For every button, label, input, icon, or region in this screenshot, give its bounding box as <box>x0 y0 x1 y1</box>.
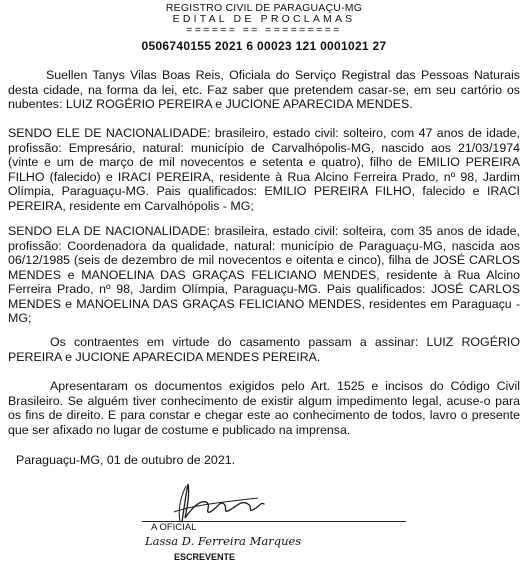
bride-paragraph: SENDO ELA DE NACIONALIDADE: brasileira, estado civil: solteira, com 35 anos de idade, profissão: Coordenadora da qualidade, natural: município de Paraguaçu-MG, nascida aos 06/12/1985 (seis de dezembro de mil novecentos e oitenta e cinco), filha de JOSÉ CARLOS MENDES e MANOELINA DAS GRAÇAS FELICIANO MENDES, residente à Rua Alcino Ferreira Prado, nº 98, Jardim Olímpia, Paraguaçu-MG. Pais qualificados: JOSÉ CARLOS MENDES e MANOELINA DAS GRAÇAS FELICIANO MENDES, residentes em Paraguaçu - MG; <box>8 224 520 325</box>
signature-block <box>0 478 528 572</box>
handwritten-signature <box>160 478 280 524</box>
intro-paragraph: Suellen Tanys Vilas Boas Reis, Oficiala do Serviço Registral das Pessoas Naturais desta cidade, na forma da lei, etc. Faz saber que pretendem casar-se, em seu cartório os nubentes: LUIZ ROGÉRIO PEREIRA e JUCIONE APARECIDA MENDES. <box>8 68 520 111</box>
groom-paragraph: SENDO ELE DE NACIONALIDADE: brasileiro, estado civil: solteiro, com 47 anos de idade, profissão: Empresário, natural: município de Carvalhópolis-MG, nascido aos 21/03/1974 (vinte e um de março de mil novecentos e setenta e quatro), filho de EMILIO PEREIRA FILHO (falecido) e IRACI PEREIRA, residente à Rua Alcino Ferreira Prado, nº 98, Jardim Olímpia, Paraguaçu-MG. Pais qualificados: EMILIO PEREIRA FILHO, falecido e IRACI PEREIRA, residente em Carvalhópolis - MG; <box>8 126 520 213</box>
names-paragraph: Os contraentes em virtude do casamento passam a assinar: LUIZ ROGÉRIO PEREIRA e JUCIONE APARECIDA MENDES PEREIRA. <box>8 335 520 364</box>
registry-name: REGISTRO CIVIL DE PARAGUAÇU-MG <box>165 2 363 14</box>
title-underline: ====== == ========= <box>186 24 342 36</box>
signatory-name: Lassa D. Ferreira Marques <box>145 534 302 548</box>
signatory-title: A OFICIAL <box>151 522 197 533</box>
documents-paragraph: Apresentaram os documentos exigidos pelo Art. 1525 e incisos do Código Civil Brasileiro. Se alguém tiver conhecimento de existir algum impedimento legal, acuse-o para os fins de direito. E para constar e chegar este ao conhecimento de todos, lavro o presente que ser afixado no lugar de costume e publicado na imprensa. <box>8 379 520 437</box>
registration-code: 0506740155 2021 6 00023 121 0001021 27 <box>141 39 387 53</box>
document-title: EDITAL DE PROCLAMAS <box>172 13 356 25</box>
signatory-role: ESCREVENTE <box>174 552 236 562</box>
place-and-date: Paraguaçu-MG, 01 de outubro de 2021. <box>16 453 236 467</box>
